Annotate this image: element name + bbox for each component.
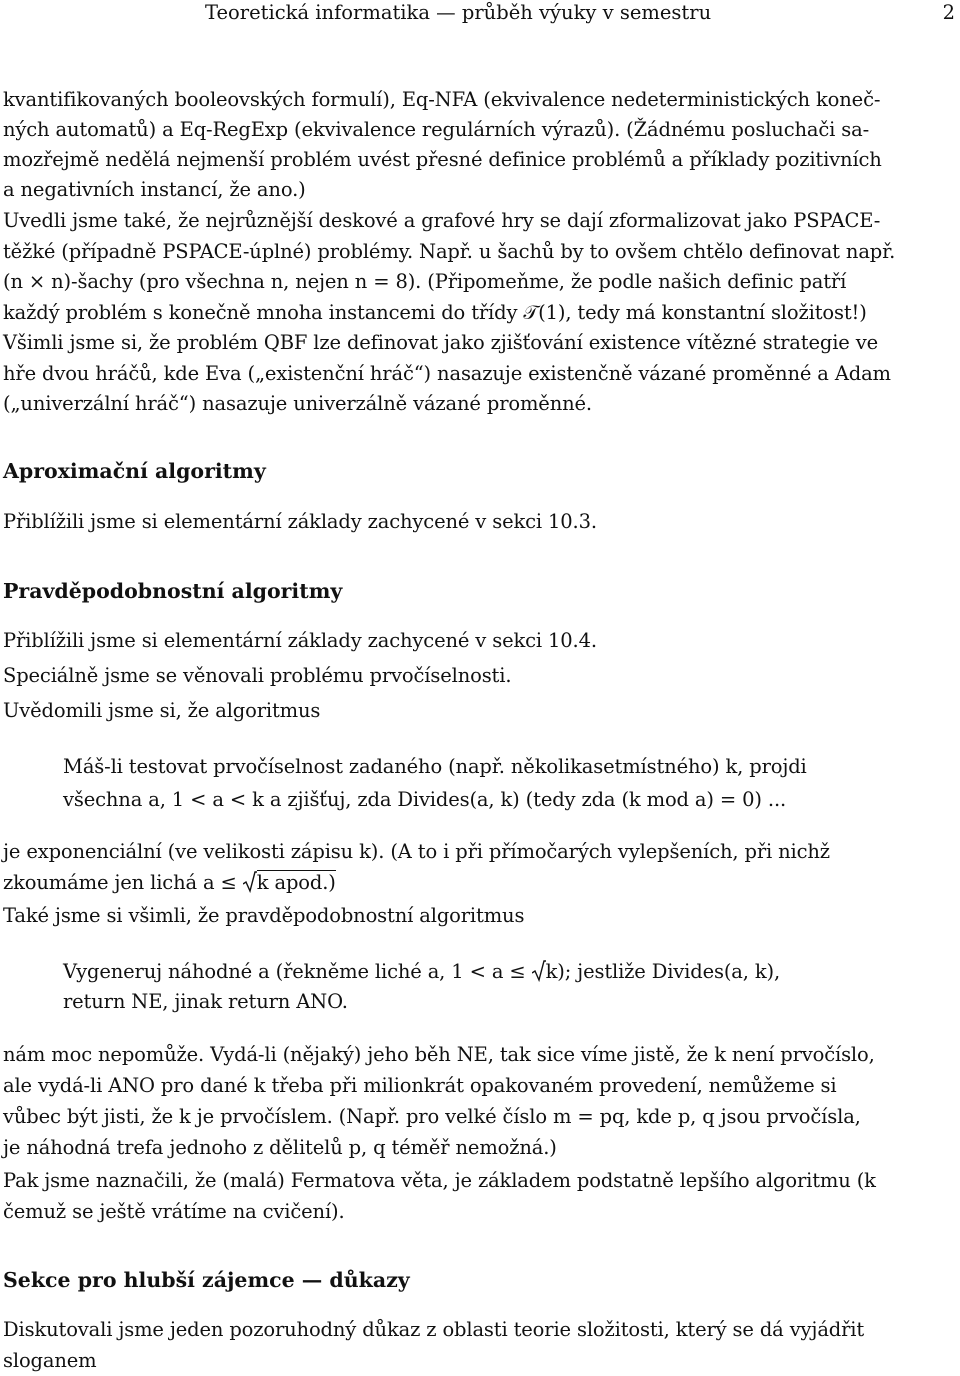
text-segment: Vygeneruj náhodné a (řekněme liché a, 1 < a ≤: [63, 960, 532, 983]
text-line: a negativních instancí, že ano.): [3, 178, 306, 201]
text-line-with-sqrt: [3, 869, 336, 897]
running-header-title: Teoretická informatika — průběh výuky v semestru: [205, 1, 712, 24]
page-number: 2: [942, 1, 955, 24]
quote-line: return NE, jinak return ANO.: [63, 990, 348, 1013]
text-line: (n × n)-šachy (pro všechna n, nejen n = 8). (Připomeňme, že podle našich definic patří: [3, 270, 847, 293]
text-line: je exponenciální (ve velikosti zápisu k). (A to i při přímočarých vylepšeních, při nichž: [3, 840, 830, 863]
text-segment: k); jestliže Divides(a, k),: [545, 960, 781, 983]
text-line: Speciálně jsme se věnovali problému prvočíselnosti.: [3, 664, 512, 687]
text-line: každý problém s konečně mnoha instancemi do třídy 𝒯(1), tedy má konstantní složitost!): [3, 301, 867, 324]
text-line: Všimli jsme si, že problém QBF lze definovat jako zjišťování existence vítězné strategie ve: [3, 331, 878, 354]
text-line: Pak jsme naznačili, že (malá) Fermatova věta, je základem podstatně lepšího algoritmu (k: [3, 1169, 876, 1192]
text-segment: zkoumáme jen lichá a ≤: [3, 871, 243, 894]
quote-line: Máš-li testovat prvočíselnost zadaného (např. několikasetmístného) k, projdi: [63, 755, 807, 778]
text-line: („univerzální hráč“) nasazuje univerzálně vázané proměnné.: [3, 392, 592, 415]
text-line: Přiblížili jsme si elementární základy zachycené v sekci 10.4.: [3, 629, 597, 652]
quote-line: všechna a, 1 < a < k a zjišťuj, zda Divides(a, k) (tedy zda (k mod a) = 0) ...: [63, 788, 787, 811]
text-line: Diskutovali jsme jeden pozoruhodný důkaz z oblasti teorie složitosti, který se dá vyjádřit: [3, 1318, 865, 1341]
text-line: vůbec být jisti, že k je prvočíslem. (Např. pro velké číslo m = pq, kde p, q jsou prvočísla,: [3, 1105, 861, 1128]
quote-line-with-sqrt: [63, 958, 780, 986]
text-line: Také jsme si všimli, že pravděpodobnostní algoritmus: [3, 904, 525, 927]
text-line: těžké (případně PSPACE-úplné) problémy. Např. u šachů by to ovšem chtělo definovat např.: [3, 240, 896, 263]
square-root-icon: [243, 871, 257, 893]
text-segment: k apod.): [256, 871, 336, 894]
text-line: mozřejmě nedělá nejmenší problém uvést přesné definice problémů a příklady pozitivních: [3, 148, 882, 171]
section-heading-approx: Aproximační algoritmy: [3, 459, 266, 483]
text-line: nám moc nepomůže. Vydá-li (nějaký) jeho běh NE, tak sice víme jistě, že k není prvočíslo,: [3, 1043, 875, 1066]
text-line: hře dvou hráčů, kde Eva („existenční hráč“) nasazuje existenčně vázané proměnné a Adam: [3, 362, 891, 385]
text-line: čemuž se ještě vrátíme na cvičení).: [3, 1200, 345, 1223]
text-line: ných automatů) a Eq-RegExp (ekvivalence regulárních výrazů). (Žádnému posluchači sa-: [3, 118, 870, 141]
text-line: sloganem: [3, 1349, 97, 1372]
text-line: Přiblížili jsme si elementární základy zachycené v sekci 10.3.: [3, 510, 597, 533]
text-line: je náhodná trefa jednoho z dělitelů p, q téměř nemožná.): [3, 1136, 557, 1159]
square-root-icon: [532, 960, 546, 982]
text-line: Uvedli jsme také, že nejrůznější deskové a grafové hry se dají zformalizovat jako PSPACE-: [3, 209, 881, 232]
section-heading-deep: Sekce pro hlubší zájemce — důkazy: [3, 1268, 410, 1292]
section-heading-prob: Pravděpodobnostní algoritmy: [3, 579, 343, 603]
text-line: ale vydá-li ANO pro dané k třeba při milionkrát opakovaném provedení, nemůžeme si: [3, 1074, 837, 1097]
text-line: kvantifikovaných booleovských formulí), Eq-NFA (ekvivalence nedeterministických koneč-: [3, 88, 881, 111]
text-line: Uvědomili jsme si, že algoritmus: [3, 699, 321, 722]
